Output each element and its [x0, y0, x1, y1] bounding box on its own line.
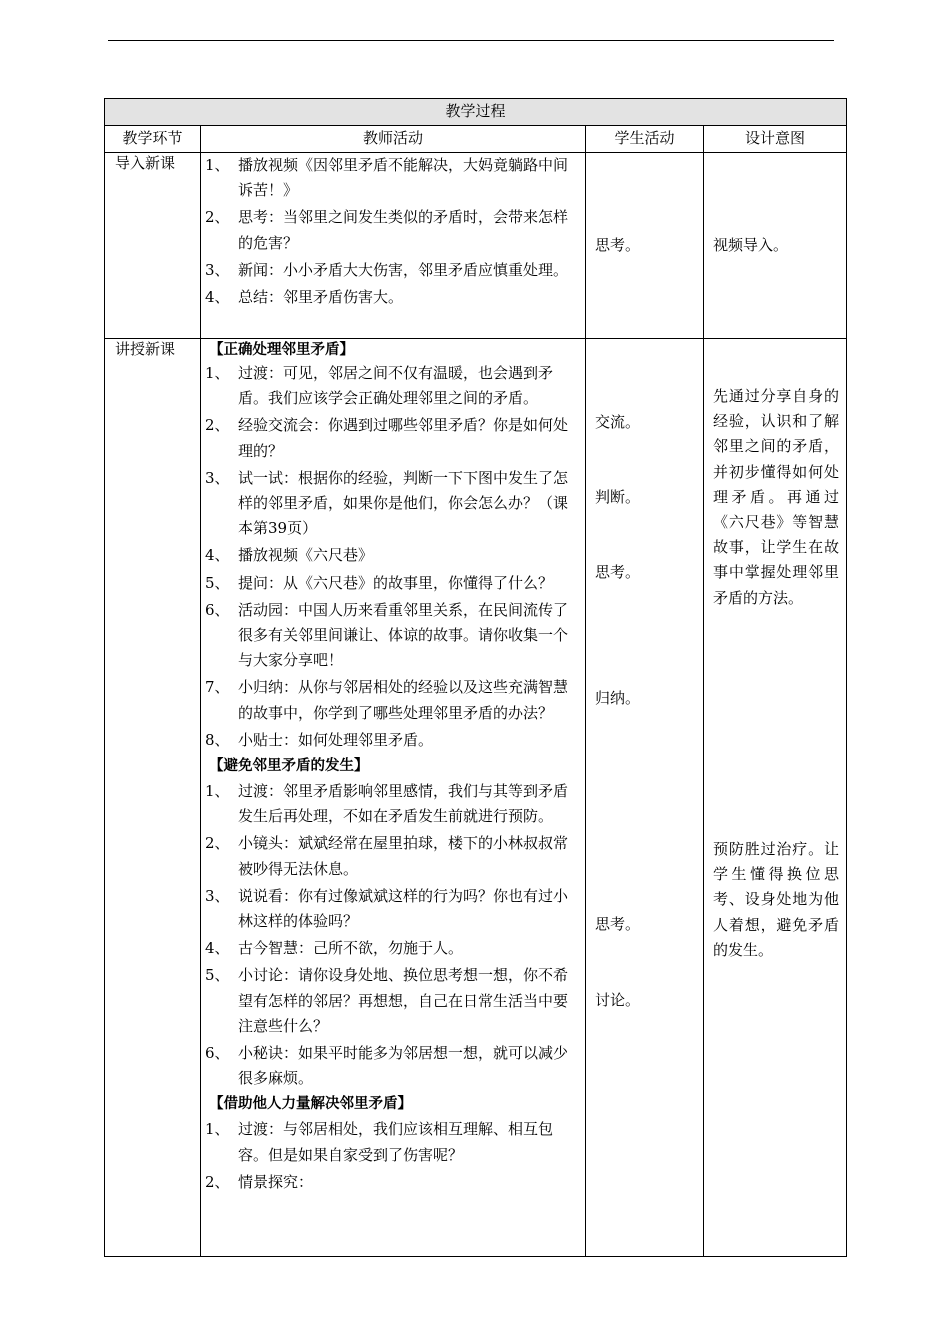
- list-item: 4、 总结：邻里矛盾伤害大。: [205, 288, 404, 307]
- list-item: 5、 提问：从《六尺巷》的故事里，你懂得了什么？: [205, 573, 554, 592]
- list-item: 3、 说说看：你有过像斌斌这样的行为吗？你也有过小林这样的体验吗？: [205, 886, 569, 931]
- student-activity: 讨论。: [595, 991, 641, 1009]
- header-rule: [108, 40, 834, 41]
- table-row: [105, 339, 847, 1257]
- student-activity: 思考。: [595, 915, 641, 933]
- student-activity: 归纳。: [595, 689, 641, 707]
- table-title-row: [105, 99, 847, 126]
- list-item: 2、 思考：当邻里之间发生类似的矛盾时，会带来怎样的危害？: [205, 208, 569, 252]
- section-title: 【避免邻里矛盾的发生】: [209, 758, 369, 775]
- design-intent: 先通过分享自身的经验，认识和了解邻里之间的矛盾，并初步懂得如何处理矛盾。再通过《六尺巷》等智慧故事，让学生在故事中掌握处理邻里矛盾的方法。: [713, 387, 839, 607]
- header-teacher: 教师活动: [201, 126, 586, 153]
- list-item: 6、 活动园：中国人历来看重邻里关系，在民间流传了很多有关邻里间谦让、体谅的故事。请你收集一个与大家分享吧！: [205, 600, 569, 670]
- list-item: 1、 过渡：可见，邻居之间不仅有温暖，也会遇到矛盾。我们应该学会正确处理邻里之间的矛盾。: [205, 364, 554, 408]
- stage-label: 讲授新课: [115, 340, 176, 358]
- student-activity: 判断。: [595, 488, 641, 506]
- list-item: 4、 古今智慧：己所不欲，勿施于人。: [205, 939, 464, 958]
- list-item: 8、 小贴士：如何处理邻里矛盾。: [205, 730, 434, 749]
- table-row: [105, 153, 847, 339]
- list-item: 1、 过渡：邻里矛盾影响邻里感情，我们与其等到矛盾发生后再处理，不如在矛盾发生前就进行预防。: [205, 782, 569, 826]
- list-item: 3、 新闻：小小矛盾大大伤害，邻里矛盾应慎重处理。: [205, 260, 569, 279]
- list-item: 2、 情景探究：: [205, 1172, 314, 1191]
- list-item: 1、 过渡：与邻居相处，我们应该相互理解、相互包容。但是如果自家受到了伤害呢？: [205, 1120, 554, 1164]
- list-item: 2、 小镜头：斌斌经常在屋里拍球，楼下的小林叔叔常被吵得无法休息。: [205, 834, 569, 878]
- table-header-row: [105, 126, 847, 153]
- teacher-activity-list: [201, 339, 585, 1256]
- list-item: 6、 小秘诀：如果平时能多为邻居想一想，就可以减少很多麻烦。: [205, 1044, 569, 1088]
- student-activity: 思考。: [595, 236, 641, 254]
- lesson-table: [104, 98, 847, 1257]
- table-title: 教学过程: [105, 99, 847, 126]
- header-stage: 教学环节: [105, 126, 201, 153]
- design-intent: 视频导入。: [713, 236, 789, 254]
- list-item: 2、 经验交流会：你遇到过哪些邻里矛盾？你是如何处理的？: [205, 416, 569, 460]
- section-title: 【正确处理邻里矛盾】: [209, 342, 354, 358]
- student-activity: 交流。: [595, 413, 641, 431]
- student-activity: 思考。: [595, 563, 641, 581]
- teacher-activity-list: [201, 153, 585, 338]
- section-title: 【借助他人力量解决邻里矛盾】: [209, 1096, 412, 1113]
- list-item: 3、 试一试：根据你的经验，判断一下下图中发生了怎样的邻里矛盾，如果你是他们，你会怎么办？（课本第39页）: [205, 468, 569, 538]
- header-intent: 设计意图: [704, 126, 847, 153]
- design-intent: 预防胜过治疗。让学生懂得换位思考、设身处地为他人着想，避免矛盾的发生。: [713, 840, 839, 959]
- list-item: 5、 小讨论：请你设身处地、换位思考想一想，你不希望有怎样的邻居？再想想，自己在日常生活当中要注意些什么？: [205, 966, 569, 1035]
- list-item: 1、 播放视频《因邻里矛盾不能解决，大妈竟躺路中间诉苦！》: [205, 156, 569, 200]
- stage-label: 导入新课: [115, 154, 176, 172]
- header-student: 学生活动: [586, 126, 704, 153]
- list-item: 7、 小归纳：从你与邻居相处的经验以及这些充满智慧的故事中，你学到了哪些处理邻里矛盾的办法？: [205, 678, 569, 722]
- list-item: 4、 播放视频《六尺巷》: [205, 546, 374, 565]
